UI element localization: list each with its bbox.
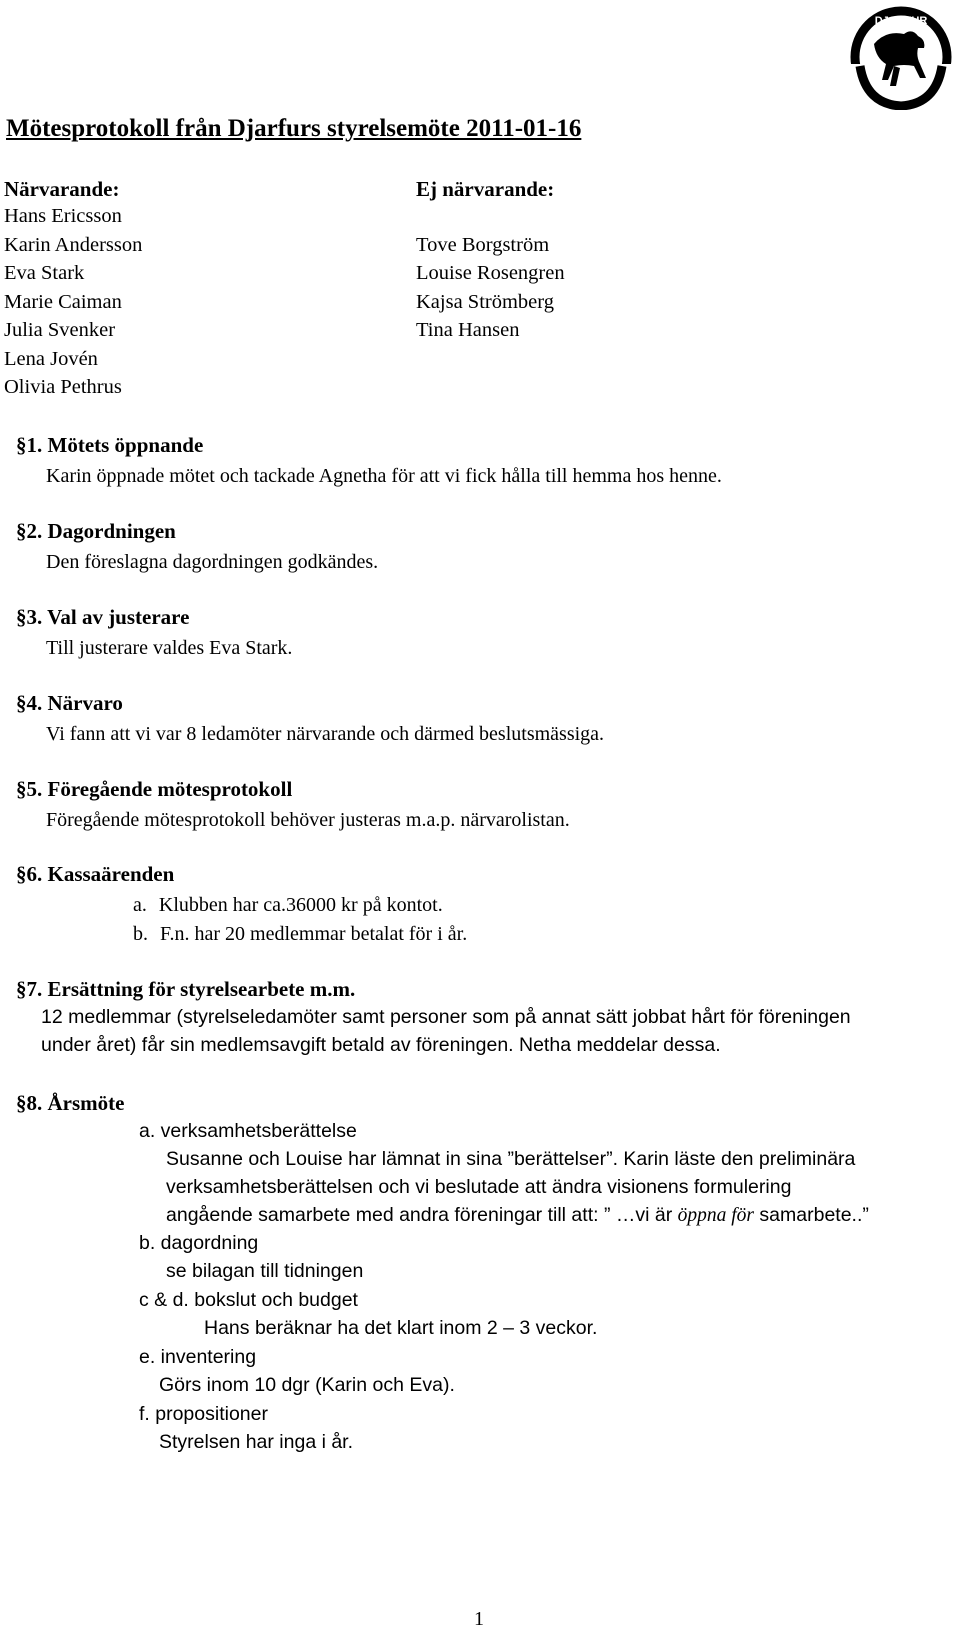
section-8-a-line-3 xyxy=(166,1204,869,1227)
list-marker: a. xyxy=(133,894,147,916)
section-8-b-heading: b. dagordning xyxy=(139,1232,259,1254)
present-name: Eva Stark xyxy=(4,262,85,284)
section-6-item-a xyxy=(133,891,443,920)
section-6-heading: §6. Kassaärenden xyxy=(16,862,175,886)
section-8-a-line-2: verksamhetsberättelsen och vi beslutade att ändra visionens formulering xyxy=(166,1176,792,1198)
section-8-f-heading: f. propositioner xyxy=(139,1403,268,1425)
present-name: Hans Ericsson xyxy=(4,205,122,227)
text-run: samarbete..” xyxy=(754,1204,869,1226)
list-marker: b. xyxy=(133,923,148,945)
absent-column xyxy=(416,177,565,345)
section-8-heading: §8. Årsmöte xyxy=(16,1091,125,1115)
present-name: Marie Caiman xyxy=(4,290,122,313)
section-1-heading: §1. Mötets öppnande xyxy=(16,433,204,457)
absent-heading: Ej närvarande: xyxy=(416,177,555,201)
document-title: Mötesprotokoll från Djarfurs styrelsemöte 2011-01-16 xyxy=(6,115,582,142)
section-5-body: Föregående mötesprotokoll behöver justeras m.a.p. närvarolistan. xyxy=(46,809,570,831)
section-8-f-line: Styrelsen har inga i år. xyxy=(159,1431,354,1453)
section-6-item-b xyxy=(133,920,467,949)
present-name: Olivia Pethrus xyxy=(4,376,122,398)
section-5-heading: §5. Föregående mötesprotokoll xyxy=(16,777,293,801)
section-8-a-line-1: Susanne och Louise har lämnat in sina ”berättelser”. Karin läste den preliminära xyxy=(166,1148,856,1170)
section-8-cd-heading: c & d. bokslut och budget xyxy=(139,1289,358,1311)
section-1-body: Karin öppnade mötet och tackade Agnetha för att vi fick hålla till hemma hos henne. xyxy=(46,465,722,487)
absent-name: Tove Borgström xyxy=(416,233,550,256)
section-8-cd-line: Hans beräknar ha det klart inom 2 – 3 veckor. xyxy=(204,1317,598,1339)
section-8-e-line: Görs inom 10 dgr (Karin och Eva). xyxy=(159,1374,455,1396)
text-run: angående samarbete med andra föreningar till att: ” …vi är xyxy=(166,1204,678,1226)
list-item-text: Klubben har ca.36000 kr på kontot. xyxy=(158,894,443,916)
section-4-body: Vi fann att vi var 8 ledamöter närvarande och därmed beslutsmässiga. xyxy=(46,723,605,745)
present-name: Julia Svenker xyxy=(4,319,116,341)
section-8-a-heading: a. verksamhetsberättelse xyxy=(139,1120,357,1142)
absent-name: Kajsa Strömberg xyxy=(416,290,554,313)
djarfur-horse-logo xyxy=(846,4,956,110)
emphasis-text: öppna för xyxy=(677,1205,754,1226)
section-2-body: Den föreslagna dagordningen godkändes. xyxy=(46,551,379,573)
present-name: Lena Jovén xyxy=(4,347,98,370)
page-number: 1 xyxy=(474,1608,484,1630)
section-8-e-heading: e. inventering xyxy=(139,1346,257,1368)
section-7-heading: §7. Ersättning för styrelsearbete m.m. xyxy=(16,977,356,1001)
section-4-heading: §4. Närvaro xyxy=(16,691,123,715)
absent-name: Louise Rosengren xyxy=(416,262,565,284)
section-7-line-2: under året) får sin medlemsavgift betald av föreningen. Netha meddelar dessa. xyxy=(41,1034,721,1056)
logo-lettering: DJARFUR xyxy=(874,15,928,27)
section-3-body: Till justerare valdes Eva Stark. xyxy=(46,637,293,659)
present-heading: Närvarande: xyxy=(4,177,120,201)
section-7-line-1: 12 medlemmar (styrelseledamöter samt personer som på annat sätt jobbat hårt för föreningen xyxy=(41,1006,851,1028)
absent-name: Tina Hansen xyxy=(416,319,520,341)
present-name: Karin Andersson xyxy=(4,233,143,256)
section-8-b-line: se bilagan till tidningen xyxy=(166,1260,364,1282)
section-2-heading: §2. Dagordningen xyxy=(16,519,176,543)
section-3-heading: §3. Val av justerare xyxy=(16,605,190,629)
list-item-text: F.n. har 20 medlemmar betalat för i år. xyxy=(160,923,468,945)
present-column xyxy=(4,177,142,402)
